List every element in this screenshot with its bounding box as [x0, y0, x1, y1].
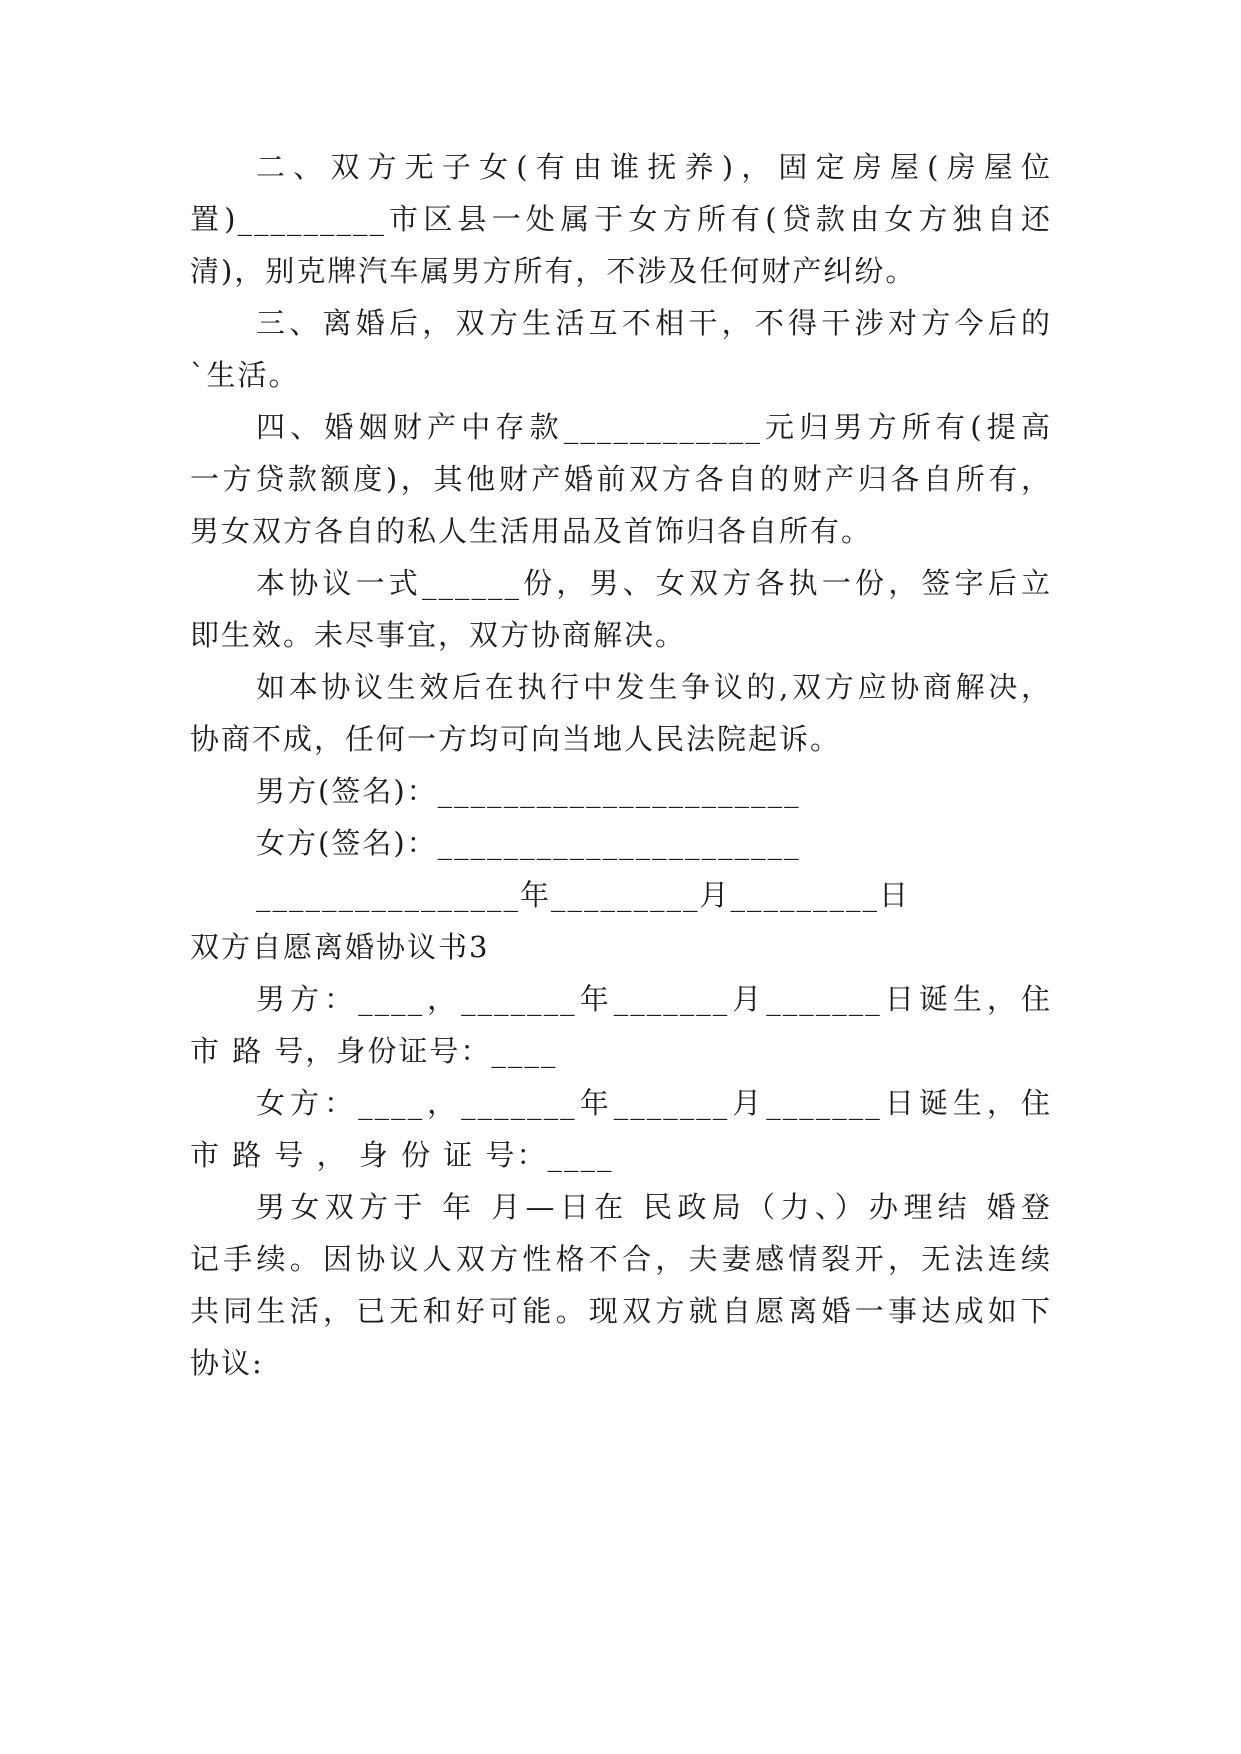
paragraph-line: 共同生活，已无和好可能。现双方就自愿离婚一事达成如下 — [190, 1294, 1052, 1328]
paragraph-line: 本协议一式______份，男、女双方各执一份，签字后立 — [256, 566, 1052, 600]
paragraph-line: 置)_________市区县一处属于女方所有(贷款由女方独自还 — [190, 202, 1052, 236]
paragraph-line: `生活。 — [190, 358, 300, 392]
paragraph-line: 市 路 号，身份证号：____ — [190, 1034, 558, 1068]
paragraph-line: 女方：____，_______年_______月_______日诞生，住 — [256, 1086, 1052, 1120]
paragraph-line: 四、婚姻财产中存款____________元归男方所有(提高 — [256, 410, 1052, 444]
paragraph-line: 即生效。未尽事宜，双方协商解决。 — [190, 618, 687, 652]
paragraph-line: 男女双方于 年 月—日在 民政局（力、）办理结 婚登 — [256, 1190, 1052, 1224]
section-title: 双方自愿离婚协议书3 — [190, 930, 490, 964]
paragraph-line: 清)，别克牌汽车属男方所有，不涉及任何财产纠纷。 — [190, 254, 917, 288]
paragraph-line: 二、双方无子女(有由谁抚养)，固定房屋(房屋位 — [256, 150, 1052, 184]
paragraph-line: 协商不成，任何一方均可向当地人民法院起诉。 — [190, 722, 842, 756]
paragraph-line: 男女双方各自的私人生活用品及首饰归各自所有。 — [190, 514, 873, 548]
paragraph-line: 市 路 号 ， 身 份 证 号：____ — [190, 1138, 614, 1172]
paragraph-line: 协议: — [190, 1346, 264, 1380]
female-signature-line: 女方(签名)：______________________ — [256, 826, 801, 860]
paragraph-line: 一方贷款额度)，其他财产婚前双方各自的财产归各自所有， — [190, 462, 1052, 496]
male-signature-line: 男方(签名)：______________________ — [256, 774, 801, 808]
paragraph-line: 男方：____，_______年_______月_______日诞生，住 — [256, 982, 1052, 1016]
paragraph-line: 三、离婚后，双方生活互不相干，不得干涉对方今后的 — [256, 306, 1052, 340]
paragraph-line: 如本协议生效后在执行中发生争议的,双方应协商解决， — [256, 670, 1052, 704]
paragraph-line: 记手续。因协议人双方性格不合，夫妻感情裂开，无法连续 — [190, 1242, 1052, 1276]
date-line: ________________年_________月_________日 — [256, 878, 911, 912]
